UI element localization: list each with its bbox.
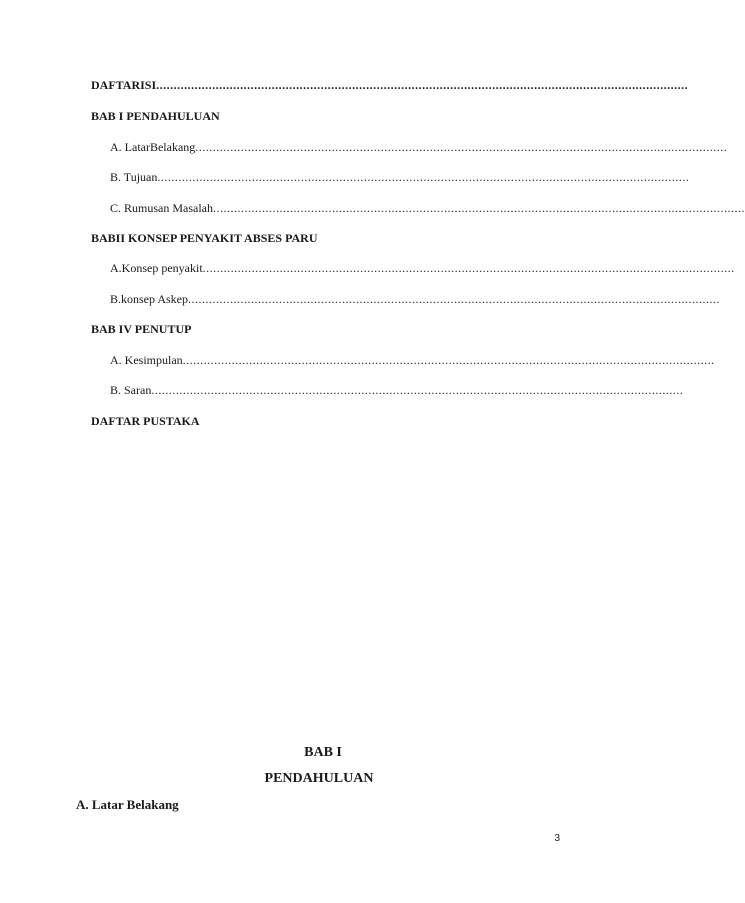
toc-entry-konsep-askep[interactable] [110,292,720,306]
toc-leader-dots: ........................................................................................................................................................ [195,140,728,154]
toc-chapter-4[interactable]: BAB IV PENUTUP [91,322,192,336]
toc-leader-dots: ........................................................................................................................................................ [213,201,745,215]
toc-label: A. Kesimpulan [110,353,183,367]
toc-label: C. Rumusan Masalah [110,201,213,215]
toc-label: B. Tujuan [110,170,158,184]
toc-entry-saran[interactable] [110,383,684,397]
toc-label: A.Konsep penyakit [110,261,203,275]
toc-leader-dots: ........................................................................................................................................................ [202,261,735,275]
toc-leader-dots: ........................................................................................................................................................ [156,78,689,92]
page-number: 3 [554,833,560,844]
toc-entry-kesimpulan[interactable] [110,353,715,367]
section-heading-latar-belakang: A. Latar Belakang [76,797,179,812]
toc-entry-daftar-isi[interactable] [91,78,689,92]
toc-entry-latar-belakang[interactable] [110,140,728,154]
toc-entry-rumusan-masalah[interactable] [110,201,745,215]
toc-label: B.konsep Askep [110,292,188,306]
chapter-number: BAB I [304,745,342,760]
toc-chapter-2[interactable]: BABII KONSEP PENYAKIT ABSES PARU [91,231,318,245]
toc-leader-dots: ........................................................................................................................................................ [151,383,684,397]
toc-leader-dots: ........................................................................................................................................................ [188,292,720,306]
chapter-title: PENDAHULUAN [264,771,374,786]
toc-entry-tujuan[interactable] [110,170,690,184]
toc-label: A. LatarBelakang [110,140,196,154]
toc-chapter-1[interactable]: BAB I PENDAHULUAN [91,109,220,123]
toc-label: DAFTARISI [91,78,157,92]
toc-leader-dots: ........................................................................................................................................................ [157,170,690,184]
toc-entry-konsep-penyakit[interactable] [110,261,735,275]
toc-leader-dots: ........................................................................................................................................................ [182,353,715,367]
toc-daftar-pustaka[interactable]: DAFTAR PUSTAKA [91,414,200,428]
toc-label: B. Saran [110,383,152,397]
